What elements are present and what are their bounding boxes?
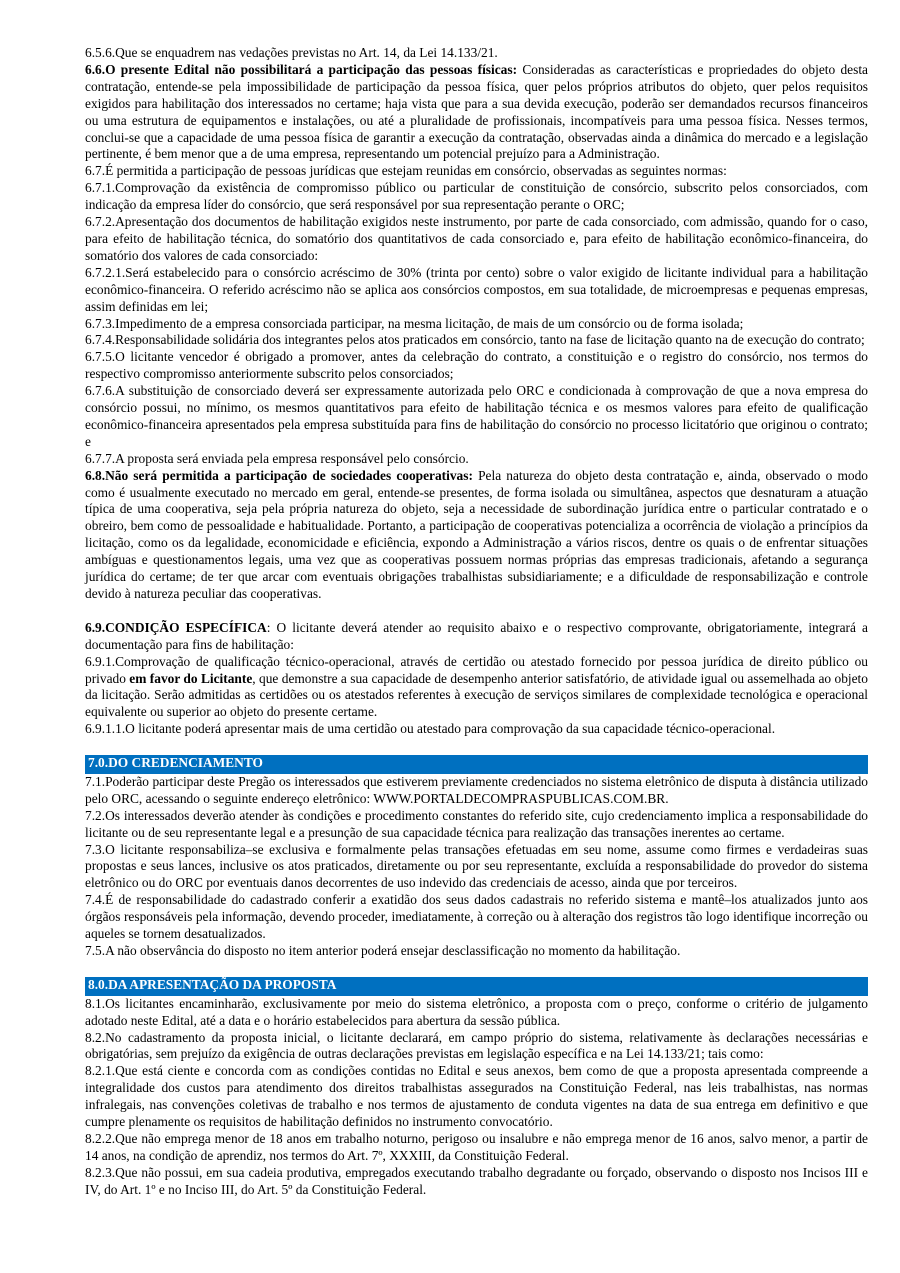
paragraph xyxy=(85,808,868,842)
text-run-bold: 7.0.DO CREDENCIAMENTO xyxy=(88,755,263,771)
paragraph xyxy=(85,468,868,603)
text-run: 6.7.4.Responsabilidade solidária dos integrantes pelos atos praticados em consórcio, tanto na fase de licitação quanto na de execução do contrato; xyxy=(85,332,865,348)
text-run: 7.5.A não observância do disposto no item anterior poderá ensejar desclassificação no momento da habilitação. xyxy=(85,943,681,958)
paragraph xyxy=(85,892,868,943)
paragraph xyxy=(85,383,868,451)
paragraph xyxy=(85,163,868,180)
text-run: 7.2.Os interessados deverão atender às condições e procedimento constantes do referido site, cujo credenciamento implica a responsabilidade do licitante ou de seu representante legal e a presunção de sua capacidade técnica para realização das transações inerentes ao certame. xyxy=(85,807,868,840)
text-run: 7.3.O licitante responsabiliza–se exclusiva e formalmente pelas transações efetuadas em seu nome, assume como firmes e verdadeiras suas propostas e seus lances, inclusive os atos praticados, diretamente ou por seu representante, excluída a responsabilidade do provedor do sistema eletrônico ou do ORC por eventuais danos decorrentes de uso indevido das credenciais de acesso, ainda que por terceiros. xyxy=(85,841,868,891)
text-run: 6.7.2.Apresentação dos documentos de habilitação exigidos neste instrumento, por parte de cada consorciado, com admissão, quando for o caso, para efeito de habilitação técnica, do somatório dos quantitativos de cada consorciado e, para efeito de habilitação econômico-financeira, do somatório dos valores de cada consorciado: xyxy=(85,214,868,263)
paragraph xyxy=(85,1063,868,1131)
paragraph xyxy=(85,214,868,265)
text-run-bold: 6.8.Não será permitida a participação de sociedades cooperativas: xyxy=(85,467,473,483)
text-run: 6.7.1.Comprovação da existência de compromisso público ou particular de constituição de consórcio, subscrito pelos consorciados, com indicação da empresa líder do consórcio, que será responsável por sua representação perante o ORC; xyxy=(85,180,868,213)
paragraph xyxy=(85,349,868,383)
text-run: 6.7.6.A substituição de consorciado deverá ser expressamente autorizada pelo ORC e condicionada à comprovação de que a nova empresa do consórcio possui, no mínimo, os mesmos quantitativos para efeito de habilitação técnica e os mesmos valores para efeito de qualificação econômico-financeira apresentados pela empresa substituída para fins de habilitação do consórcio no processo licitatório que originou o contrato; e xyxy=(85,383,868,449)
paragraph xyxy=(85,620,868,654)
text-run: 8.2.2.Que não emprega menor de 18 anos em trabalho noturno, perigoso ou insalubre e não emprega menor de 16 anos, salvo menor, a partir de 14 anos, na condição de aprendiz, nos termos do Art. 7º, XXXIII, da Constituição Federal. xyxy=(85,1130,868,1163)
text-run: 6.7.2.1.Será estabelecido para o consórcio acréscimo de 30% (trinta por cento) sobre o valor exigido de licitante individual para a habilitação econômico-financeira. O referido acréscimo não se aplica aos consórcios compostos, em sua totalidade, de microempresas e pequenas empresas, assim definidas em lei; xyxy=(85,264,868,314)
text-run: 6.5.6.Que se enquadrem nas vedações previstas no Art. 14, da Lei 14.133/21. xyxy=(85,45,498,60)
paragraph xyxy=(85,1131,868,1165)
text-run-bold: em favor do Licitante xyxy=(129,670,253,686)
text-run-bold: 6.6.O presente Edital não possibilitará a participação das pessoas físicas: xyxy=(85,61,518,77)
text-run: 6.9.1.1.O licitante poderá apresentar mais de uma certidão ou atestado para comprovação da sua capacidade técnico-operacional. xyxy=(85,721,776,737)
text-run: 6.9.1.Comprovação de qualificação técnico-operacional, através de certidão ou atestado fornecido por pessoa jurídica de direito público ou privado xyxy=(85,653,868,686)
text-run: Consideradas as características e propriedades do objeto desta contratação, entende-se pela impossibilidade de participação da pessoa física, quer pelos próprios atributos do objeto, quer pelos requisitos exigidos para habilitação dos interessados no certame; haja vista que para a sua devida execução, poderão ser demandados recursos financeiros ou uma estrutura de equipamentos e instalações, ou até a pluralidade de profissionais, incompatíveis para uma pessoa física. Nesses termos, conclui-se que a capacidade de uma pessoa física de garantir a execução da contratação, observadas ainda a dinâmica do mercado e a legislação pertinente, é bem menor que a de uma empresa, representando um potencial prejuízo para a Administração. xyxy=(85,61,869,162)
paragraph xyxy=(85,774,868,808)
text-run: 6.7.É permitida a participação de pessoas jurídicas que estejam reunidas em consórcio, observadas as seguintes normas: xyxy=(85,163,727,179)
blank-line xyxy=(85,738,868,755)
section-header xyxy=(85,977,868,996)
text-run: 7.4.É de responsabilidade do cadastrado conferir a exatidão dos seus dados cadastrais no referido sistema e mantê–los atualizados junto aos órgãos responsáveis pela informação, devendo proceder, imediatamente, à correção ou à alteração dos registros tão logo identifique incorreção ou aqueles se tornem desatualizados. xyxy=(85,892,868,942)
blank-line xyxy=(85,960,868,977)
paragraph xyxy=(85,265,868,316)
text-run: 8.1.Os licitantes encaminharão, exclusivamente por meio do sistema eletrônico, a proposta com o preço, conforme o critério de julgamento adotado neste Edital, até a data e o horário estabelecidos para abertura da sessão pública. xyxy=(85,995,868,1028)
paragraph xyxy=(85,1030,868,1064)
paragraph xyxy=(85,62,868,163)
paragraph xyxy=(85,451,868,468)
text-run-bold: 8.0.DA APRESENTAÇÃO DA PROPOSTA xyxy=(88,976,337,992)
text-run: 6.7.7.A proposta será enviada pela empresa responsável pelo consórcio. xyxy=(85,450,469,466)
paragraph xyxy=(85,180,868,214)
blank-line xyxy=(85,603,868,620)
paragraph xyxy=(85,45,868,62)
paragraph xyxy=(85,332,868,349)
paragraph xyxy=(85,316,868,333)
text-run: 8.2.3.Que não possui, em sua cadeia produtiva, empregados executando trabalho degradante ou forçado, observando o disposto nos Incisos III e IV, do Art. 1º e no Inciso III, do Art. 5º da Constituição Federal. xyxy=(85,1164,868,1197)
text-run: 6.7.3.Impedimento de a empresa consorciada participar, na mesma licitação, de mais de um consórcio ou de forma isolada; xyxy=(85,315,744,331)
text-run: Pela natureza do objeto desta contratação e, ainda, observado o modo como é usualmente executado no mercado em geral, entende-se presentes, de forma isolada ou simultânea, aspectos que desnaturam a atuação típica de uma cooperativa, seja pela própria natureza do objeto, seja a necessidade de subordinação jurídica entre o particular contratado e o obreiro, bem como de pessoalidade e habitualidade. Portanto, a participação de cooperativas potencializa a ocorrência de violação a princípios da licitação, como os da legalidade, economicidade e eficiência, expondo a Administração a vários riscos, dentre os quais o de enfrentar situações ambíguas e questionamentos legais, uma vez que as cooperativas possuem normas próprias das empresas tradicionais, afetando a segurança jurídica do certame; de ter que arcar com eventuais obrigações trabalhistas subsidiariamente; e a dificuldade de responsabilização e controle devido à natureza peculiar das cooperativas. xyxy=(85,467,868,601)
text-run: 8.2.No cadastramento da proposta inicial, o licitante declarará, em campo próprio do sistema, relativamente às declarações necessárias e obrigatórias, sem prejuízo da exigência de outras declarações previstas em legislação específica e na Lei 14.133/21; tais como: xyxy=(85,1029,868,1062)
text-run: : O licitante deverá atender ao requisito abaixo e o respectivo comprovante, obrigatoriamente, integrará a documentação para fins de habilitação: xyxy=(85,619,868,652)
paragraph xyxy=(85,996,868,1030)
text-run: 6.7.5.O licitante vencedor é obrigado a promover, antes da celebração do contrato, a constituição e o registro do consórcio, nos termos do respectivo compromisso anteriormente subscrito pelos consorciados; xyxy=(85,349,868,382)
paragraph xyxy=(85,842,868,893)
text-run-bold: 6.9.CONDIÇÃO ESPECÍFICA xyxy=(85,619,267,635)
paragraph xyxy=(85,654,868,722)
paragraph xyxy=(85,943,868,960)
paragraph xyxy=(85,721,868,738)
text-run: 8.2.1.Que está ciente e concorda com as condições contidas no Edital e seus anexos, bem como de que a proposta apresentada compreende a integralidade dos custos para atendimento dos direitos trabalhistas assegurados na Constituição Federal, nas leis trabalhistas, nas normas infralegais, nas convenções coletivas de trabalho e nos termos de ajustamento de conduta vigentes na data de sua entrega em definitivo e que cumpre plenamente os requisitos de habilitação definidos no instrumento convocatório. xyxy=(85,1063,868,1130)
text-run: 7.1.Poderão participar deste Pregão os interessados que estiverem previamente credenciados no sistema eletrônico de disputa à distância utilizado pelo ORC, acessando o seguinte endereço eletrônico: WWW.PORTALDECOMPRASPUBLICAS.COM.BR. xyxy=(85,773,868,806)
text-run: , que demonstre a sua capacidade de desempenho anterior satisfatório, de atividade igual ou assemelhada ao objeto da licitação. Serão admitidas as certidões ou os atestados referentes à execução de serviços similares de complexidade tecnológica e operacional equivalente ou superior ao objeto do presente certame. xyxy=(85,670,868,720)
paragraph xyxy=(85,1165,868,1199)
section-header xyxy=(85,755,868,774)
